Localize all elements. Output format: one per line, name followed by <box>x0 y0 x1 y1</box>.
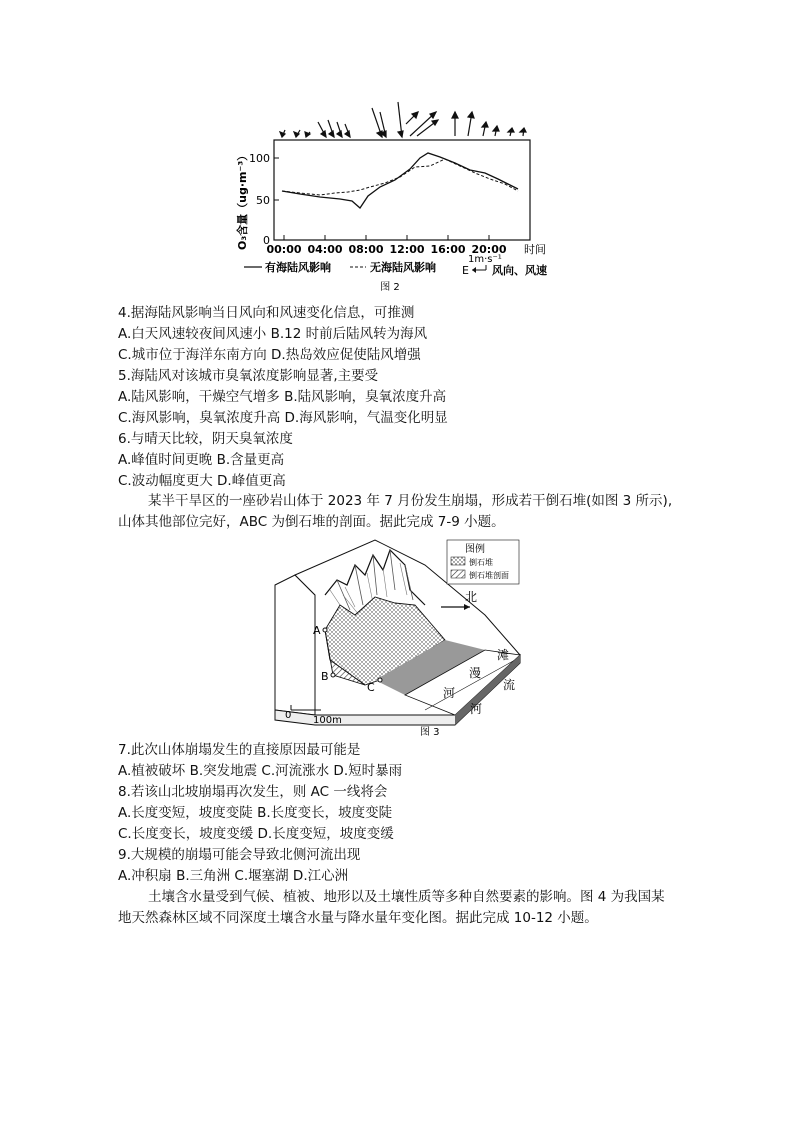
figure-3-caption: 图 3 <box>420 727 440 738</box>
scale-length: 100m <box>313 715 342 726</box>
x-tick-1200: 12:00 <box>389 243 425 256</box>
wind-arrows <box>280 102 526 137</box>
y-axis-label: O₃含量（ug·m⁻³） <box>236 149 249 250</box>
intro-7-9: 某半干旱区的一座砂岩山体于 2023 年 7 月份发生崩塌，形成若干倒石堆(如图 3 所示),山体其他部位完好，ABC 为倒石堆的剖面。据此完成 7-9 小题。 <box>118 493 673 530</box>
question-5: 5.海陆风对该城市臭氧浓度影响显著,主要受 <box>118 368 379 384</box>
question-8: 8.若该山北坡崩塌再次发生，则 AC 一线将会 <box>118 784 388 800</box>
scale-direction: E <box>462 264 469 277</box>
x-tick-0800: 08:00 <box>348 243 384 256</box>
line-with-sea-breeze <box>282 153 518 208</box>
label-b: B <box>321 670 329 683</box>
x-tick-0000: 00:00 <box>266 243 302 256</box>
scale-zero: 0 <box>285 710 292 721</box>
question-9: 9.大规模的崩塌可能会导致北侧河流出现 <box>118 847 361 863</box>
question-4-options-cd: C.城市位于海洋东南方向 D.热岛效应促使陆风增强 <box>118 347 421 363</box>
x-tick-0400: 04:00 <box>307 243 343 256</box>
x-axis-label: 时间 <box>524 243 546 256</box>
river-char-3: 滩 <box>497 648 510 662</box>
question-4-options-ab: A.白天风速较夜间风速小 B.12 时前后陆风转为海风 <box>118 326 428 342</box>
question-8-options-ab: A.长度变短，坡度变陡 B.长度变长，坡度变陡 <box>118 805 393 821</box>
question-4: 4.据海陆风影响当日风向和风速变化信息，可推测 <box>118 305 415 321</box>
legend-wind: 风向、风速 <box>492 264 547 277</box>
river-char-4: 河 <box>470 702 483 716</box>
figure-2 <box>230 100 560 300</box>
question-6: 6.与晴天比较，阴天臭氧浓度 <box>118 431 293 447</box>
label-c: C <box>367 681 375 694</box>
legend-with-sea-breeze: 有海陆风影响 <box>265 261 331 274</box>
speed-scale: 1m·s⁻¹ <box>468 254 502 265</box>
x-tick-2000: 20:00 <box>471 243 507 256</box>
y-tick-100: 100 <box>249 152 270 165</box>
question-5-options-cd: C.海风影响，臭氧浓度升高 D.海风影响，气温变化明显 <box>118 410 448 426</box>
legend-pile: 倒石堆 <box>469 558 493 567</box>
river-char-2: 漫 <box>469 666 482 680</box>
question-9-options: A.冲积扇 B.三角洲 C.堰塞湖 D.江心洲 <box>118 868 349 884</box>
legend-without-sea-breeze: 无海陆风影响 <box>370 261 436 274</box>
legend-section: 倒石堆剖面 <box>469 571 509 580</box>
x-tick-1600: 16:00 <box>430 243 466 256</box>
question-6-options-ab: A.峰值时间更晚 B.含量更高 <box>118 452 285 468</box>
y-tick-50: 50 <box>256 194 270 207</box>
collapse-diagram <box>255 535 525 740</box>
label-a: A <box>313 624 321 637</box>
intro-10-12: 土壤含水量受到气候、植被、地形以及土壤性质等多种自然要素的影响。图 4 为我国某地天然森林区域不同深度土壤含水量与降水量年变化图。据此完成 10-12 小题。 <box>118 889 665 926</box>
figure-3 <box>255 535 525 740</box>
ozone-chart <box>230 100 560 300</box>
legend-title: 图例 <box>465 544 485 555</box>
river-char-5: 流 <box>503 678 516 692</box>
y-tick-0: 0 <box>263 234 270 247</box>
question-7: 7.此次山体崩塌发生的直接原因最可能是 <box>118 742 361 758</box>
question-5-options-ab: A.陆风影响，干燥空气增多 B.陆风影响，臭氧浓度升高 <box>118 389 447 405</box>
question-6-options-cd: C.波动幅度更大 D.峰值更高 <box>118 473 286 489</box>
plot-frame <box>274 140 530 240</box>
question-8-options-cd: C.长度变长，坡度变缓 D.长度变短，坡度变缓 <box>118 826 394 842</box>
river-char-1: 河 <box>443 686 456 700</box>
north-label: 北 <box>465 590 478 604</box>
question-7-options: A.植被破坏 B.突发地震 C.河流涨水 D.短时暴雨 <box>118 763 403 779</box>
line-without-sea-breeze <box>282 159 518 195</box>
figure-2-caption: 图 2 <box>380 282 400 293</box>
